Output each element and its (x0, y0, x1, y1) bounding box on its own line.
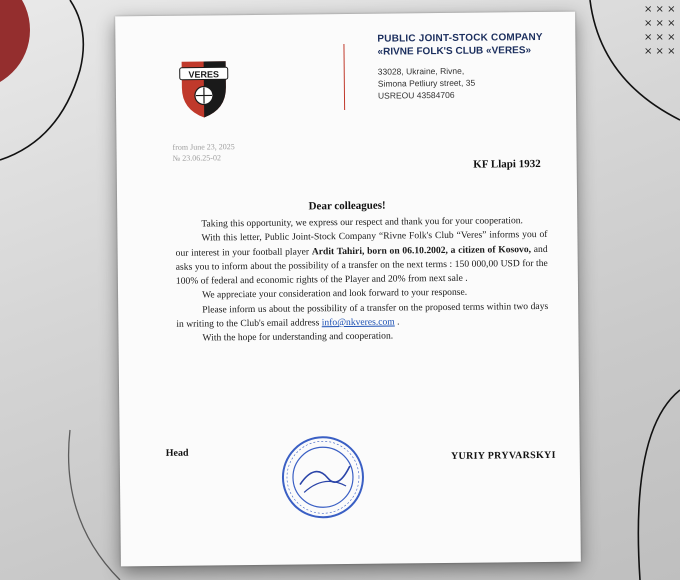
address-line1: 33028, Ukraine, Rivne, (377, 65, 465, 77)
head-label: Head (165, 447, 189, 459)
veres-club-logo (176, 53, 233, 120)
letter-meta (172, 141, 234, 164)
svg-text:× × ×: × × × (644, 18, 676, 29)
club-stamp-seal (280, 434, 367, 521)
svg-text:× × ×: × × × (644, 32, 676, 43)
paragraph-5: With the hope for understanding and cooperation. (202, 330, 394, 344)
letter-body (175, 214, 548, 347)
letter-date: from June 23, 2025 (172, 142, 235, 152)
paragraph-4-text: Please inform us about the possibility of a transfer on the proposed terms within two days in writing to the Club's email address (176, 300, 549, 330)
recipient: KF Llapi 1932 (473, 157, 541, 171)
header-divider (343, 44, 345, 110)
player-details: Ardit Tahiri, born on 06.10.2002, a citizen of Kosovo, (311, 243, 532, 257)
email-link[interactable]: info@nkveres.com (321, 316, 395, 329)
signer-name: YURIY PRYVARSKYI (450, 449, 556, 462)
usreou-code: USREOU 43584706 (377, 89, 455, 101)
company-header (377, 32, 568, 102)
company-address (378, 64, 568, 102)
letter-number: № 23.06.25-02 (172, 153, 221, 163)
letter-document (115, 12, 581, 567)
paragraph-4 (176, 300, 548, 332)
company-name-line2: «RIVNE FOLK'S CLUB «VERES» (377, 45, 532, 58)
paragraph-2-terms: and asks you to inform about the possibility of a transfer on the next terms : 150 000,00 USD for the 100% of federal and economic rights of the Player and 20% from next sale . (175, 243, 548, 287)
paragraph-4-end: . (394, 316, 400, 328)
paragraph-2-text: With this letter, Public Joint-Stock Company “Rivne Folk's Club “Veres” informs you of our interest in your football player (175, 229, 548, 259)
paragraph-3: We appreciate your consideration and look forward to your response. (202, 287, 468, 302)
greeting: Dear colleagues! (308, 199, 386, 213)
paragraph-2 (175, 228, 548, 289)
address-line2: Simona Petliury street, 35 (377, 77, 476, 89)
svg-text:VERES: VERES (188, 69, 220, 80)
paragraph-1: Taking this opportunity, we express our respect and thank you for your cooperation. (201, 215, 523, 230)
company-name-line1: PUBLIC JOINT-STOCK COMPANY (377, 31, 543, 45)
svg-text:× × ×: × × × (644, 46, 676, 57)
svg-text:× × ×: × × × (644, 4, 676, 15)
